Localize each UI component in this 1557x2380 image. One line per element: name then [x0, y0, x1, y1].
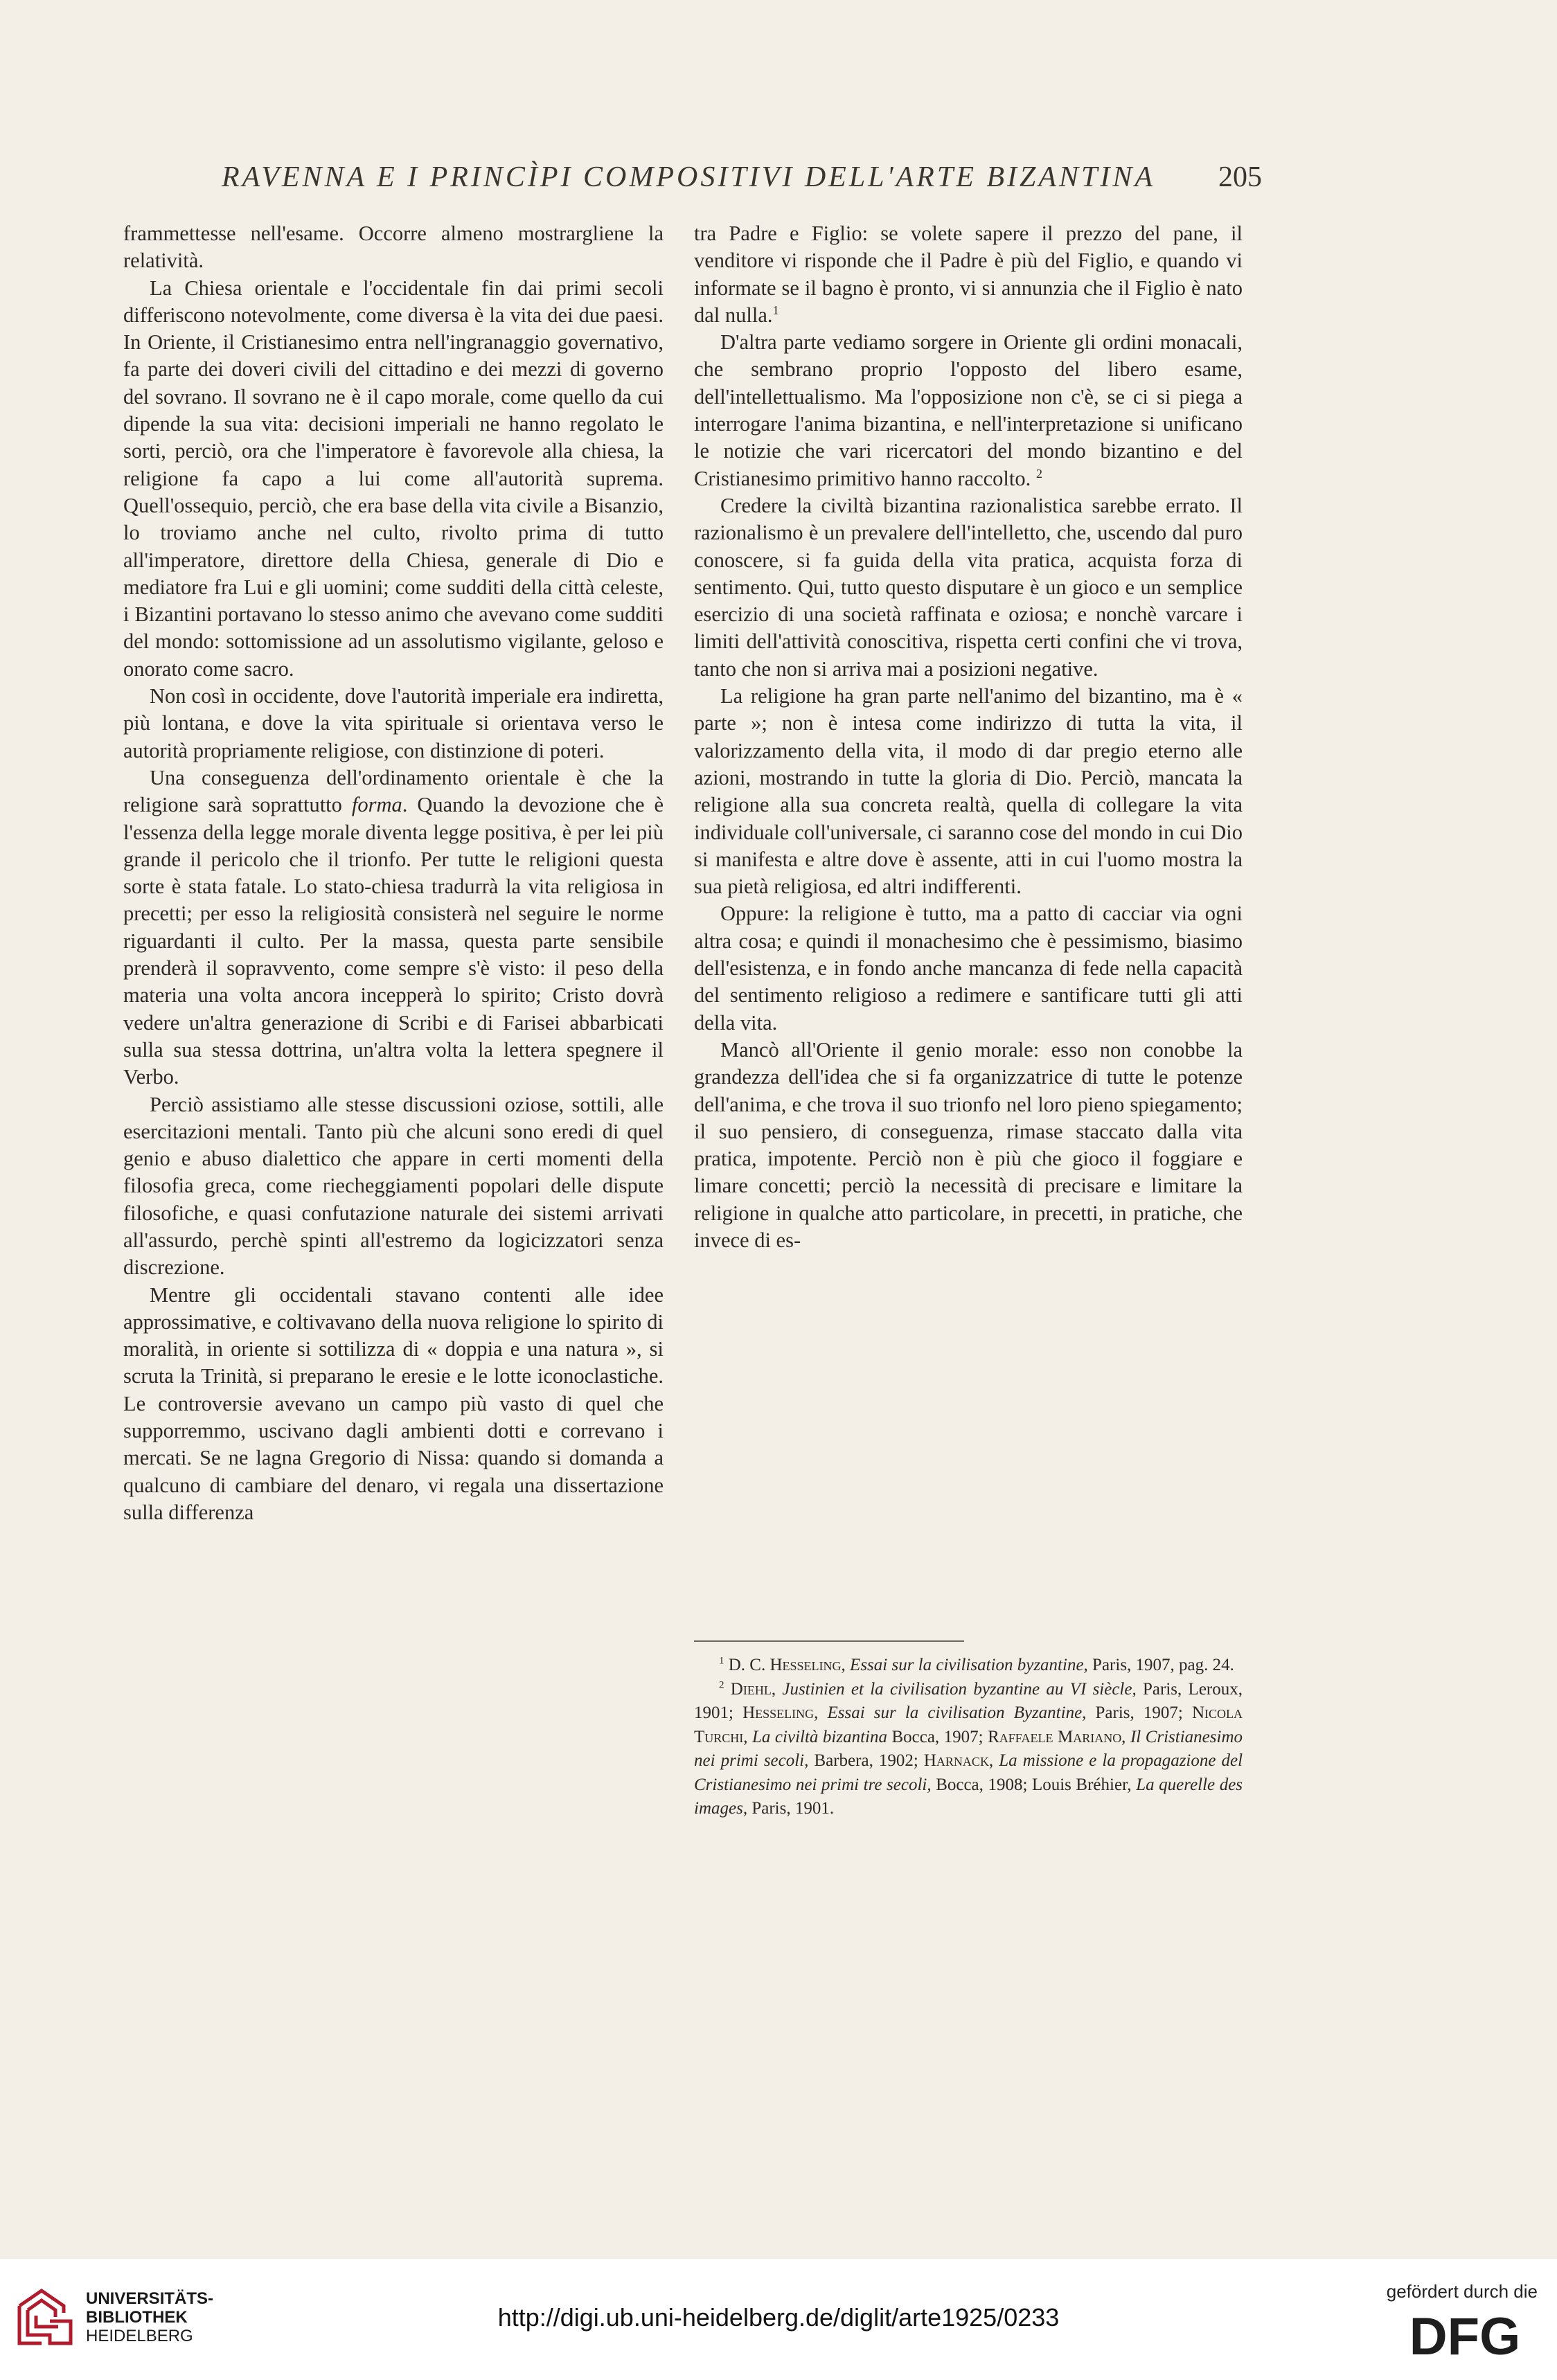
paragraph: frammettesse nell'esame. Occorre almeno mostrargliene la relatività.: [123, 222, 664, 273]
paragraph: [694, 220, 1243, 329]
dfg-logo-icon: [1392, 2311, 1538, 2360]
footnote-title: La querelle des images,: [694, 1775, 1243, 1818]
footnote-text: Paris, 1907, pag. 24.: [1092, 1656, 1234, 1674]
library-name-line: BIBLIOTHEK: [86, 2308, 188, 2327]
paragraph-text: tra Padre e Figlio: se volete sapere il prezzo del pane, il venditore vi risponde che il Padre è più del Figlio, e quando vi informate se il bagno è pronto, vi si annunzia che il Figlio è nato dal nulla.: [694, 222, 1243, 327]
paragraph: Oppure: la religione è tutto, ma a patto di cacciar via ogni altra cosa; e quindi il monachesimo che è pessimismo, biasimo dell'esistenza, e in fondo anche mancanza di fede nella capacità del sentimento religioso a redimere e santificare tutti gli atti della vita.: [694, 902, 1243, 1035]
left-column: [123, 220, 664, 1526]
footnote-mark: 1: [719, 1655, 724, 1667]
footnote-title: Essai sur la civilisation byzantine,: [850, 1656, 1088, 1674]
library-name-line: UNIVERSITÄTS-: [86, 2289, 214, 2308]
page-number: 205: [1218, 161, 1262, 193]
footnote-title: Justinien et la civilisation byzantine au VI siècle,: [782, 1679, 1137, 1699]
paragraph: Perciò assistiamo alle stesse discussioni oziose, sottili, alle esercitazioni mentali. Tanto più che alcuni sono eredi di quel genio e abuso dialettico che appare in certi momenti della filosofia greca, come riecheggiamenti popolari delle dispute filosofiche, e quasi confutazione naturale dei sistemi arrivati all'assurdo, perchè spinti all'estremo da logicizzatori senza discrezione.: [123, 1092, 664, 1280]
footnote-text: Paris, 1907;: [1095, 1703, 1183, 1722]
footnote-title: La missione e la propagazione del Cristianesimo nei primi tre secoli,: [694, 1751, 1243, 1794]
footnote-title: Il Cristianesimo nei primi secoli,: [694, 1727, 1243, 1770]
footnote-title: Essai sur la civilisation Byzantine,: [827, 1703, 1087, 1722]
footnote-author: Raffaele Mariano,: [988, 1727, 1126, 1746]
footnote-2: [694, 1678, 1243, 1821]
footnote-author: Harnack,: [923, 1751, 994, 1770]
funding-label: gefördert durch die: [1386, 2281, 1538, 2302]
paragraph: La religione ha gran parte nell'animo del bizantino, ma è « parte »; non è intesa come indirizzo di tutta la vita, il valorizzamento della vita, il modo di dar pregio eterno alle azioni, mostrando in tutte la gloria di Dio. Perciò, mancata la religione alla sua concreta realtà, quella di collegare la vita individuale coll'universale, ci saranno cose del mondo in cui Dio si manifesta e altre dove è assente, atti in cui l'uomo mostra la sua pietà religiosa, ed altri indifferenti.: [694, 684, 1243, 899]
paragraph: [694, 329, 1243, 492]
paragraph-text: Una conseguenza dell'ordinamento orientale è che la religione sarà soprattutto: [123, 765, 664, 817]
footnote-divider: [694, 1640, 964, 1642]
footnote-author: Diehl,: [730, 1679, 776, 1699]
footnote-text: Paris, Leroux, 1901;: [694, 1679, 1243, 1722]
footnote-text: Paris, 1901.: [751, 1799, 835, 1818]
paragraph-text: . Quando la devozione che è l'essenza della legge morale diventa legge positiva, è per lei più grande il pericolo che il trionfo. Per tutte le religioni questa sorte è stata fatale. Lo stato-chiesa tradurrà la vita religiosa in precetti; per esso la religiosità consisterà nel seguire le norme riguardanti il culto. Per la massa, questa parte sensibile prenderà il sopravvento, come sempre s'è visto: il peso della materia una volta ancora incepperà lo spirito; Cristo dovrà vedere un'altra generazione di Scribi e di Farisei abbarbicati sulla sua stessa dottrina, un'altra volta la lettera spegnere il Verbo.: [123, 793, 664, 1089]
right-column: [694, 220, 1243, 1254]
footnote-title: La civiltà bizantina: [752, 1727, 887, 1746]
paragraph: [123, 764, 664, 1091]
library-name-line: HEIDELBERG: [86, 2327, 193, 2345]
running-title: RAVENNA E I PRINCÌPI COMPOSITIVI DELL'ARTE BIZANTINA: [222, 161, 1156, 193]
footnote-ref: 1: [772, 303, 779, 317]
footnote-author: D. C. Hesseling,: [728, 1656, 846, 1674]
dfg-logo-text: DFG: [1409, 2311, 1521, 2360]
footnote-author: Hesseling,: [742, 1703, 819, 1722]
paragraph: Mentre gli occidentali stavano contenti alle idee approssimative, e coltivavano della nuova religione lo spirito di moralità, in oriente si sottilizza di « doppia e una natura », si scruta la Trinità, si preparano le eresie e le lotte iconoclastiche. Le controversie avevano un campo più vasto di quel che supporremmo, uscivano dagli ambienti dotti e correvano i mercati. Se ne lagna Gregorio di Nissa: quando si domanda a qualcuno di cambiare del denaro, vi regala una dissertazione sulla differenza: [123, 1282, 664, 1524]
paragraph: Mancò all'Oriente il genio morale: esso non conobbe la grandezza dell'idea che si fa organizzatrice di tutte le potenze dell'anima, e che trova il suo trionfo nel loro pieno spiegamento; il suo pensiero, di conseguenza, rimase staccato dalla vita pratica, impotente. Perciò non è più che gioco il foggiare e limare concetti; perciò la necessità di precisare e limitare la religione in qualche atto particolare, in precetti, in pratiche, che invece di es-: [694, 1037, 1243, 1252]
footnote-mark: 2: [719, 1679, 724, 1691]
footnote-text: Barbera, 1902;: [814, 1751, 918, 1770]
footnote-text: Bocca, 1908; Louis Bréhier,: [936, 1775, 1132, 1794]
footnote-author: Nicola Turchi,: [694, 1703, 1243, 1746]
paragraph-text: D'altra parte vediamo sorgere in Oriente gli ordini monacali, che sembrano proprio l'opposto del libero esame, dell'intellettualismo. Ma l'opposizione non c'è, se ci si piega a interrogare l'anima bizantina, e nell'interpretazione si unificano le notizie che vari ricercatori del mondo bizantino e del Cristianesimo primitivo hanno raccolto.: [694, 330, 1243, 490]
paragraph: Credere la civiltà bizantina razionalistica sarebbe errato. Il razionalismo è un prevalere dell'intelletto, che, uscendo dal puro conoscere, si fa guida della vita pratica, acquista forza di sentimento. Qui, tutto questo disputare è un gioco e un semplice esercizio di una società raffinata e oziosa; e nonchè varcare i limiti dell'attività conoscitiva, rispetta certi confini che vi trova, tanto che non si arriva mai a posizioni negative.: [694, 493, 1243, 681]
footnote-text: Bocca, 1907;: [891, 1727, 984, 1746]
permalink-url[interactable]: http://digi.ub.uni-heidelberg.de/diglit/arte1925/0233: [497, 2303, 1060, 2332]
paragraph: Non così in occidente, dove l'autorità imperiale era indiretta, più lontana, e dove la vita spirituale si orientava verso le autorità propriamente religiose, con distinzione di poteri.: [123, 684, 664, 762]
footnote-ref: 2: [1035, 466, 1042, 481]
footnotes: [694, 1654, 1243, 1821]
emphasis-forma: forma: [351, 793, 402, 817]
footnote-1: [694, 1654, 1243, 1678]
paragraph: La Chiesa orientale e l'occidentale fin dai primi secoli differiscono notevolmente, come diversa è la vita dei due paesi. In Oriente, il Cristianesimo entra nell'ingranaggio governativo, fa parte dei doveri civili del cittadino e dei mezzi di governo del sovrano. Il sovrano ne è il capo morale, come quello da cui dipende la sua vita: decisioni imperiali ne hanno regolato le sorti, perciò, ora che l'imperatore è favorevole alla chiesa, la religione fa capo a lui come all'autorità suprema. Quell'ossequio, perciò, che era base della vita civile a Bisanzio, lo troviamo anche nel culto, rivolto prima di tutto all'imperatore, direttore della Chiesa, generale di Dio e mediatore fra Lui e gli uomini; come sudditi della città celeste, i Bizantini portavano lo stesso animo che avevano come sudditi del mondo: sottomissione ad un assolutismo vigilante, geloso e onorato come sacro.: [123, 276, 664, 681]
